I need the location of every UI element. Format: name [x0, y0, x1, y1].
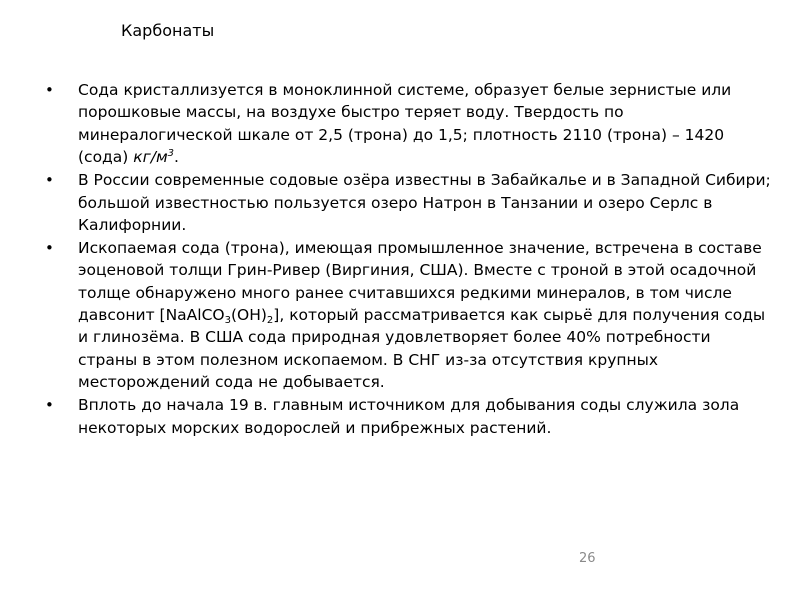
bullet-text-part: Сода кристаллизуется в моноклинной системе, образует белые зернистые или порошковые массы, на воздухе быстро теряет воду. Твердость по минералогической шкале от 2,5 (трона) до 1,5; плотность 2110 (трона) – 1420 (сода): [78, 81, 732, 167]
bullet-text-part: Ископаемая сода (трона), имеющая промышленное значение, встречена в составе эоценовой толщи Грин-Ривер (Виргиния, США). Вместе с троной в этой осадочной толще обнаружено много ранее считавшихся редкими минералов, в том числе давсонит [NaAlCO: [78, 238, 762, 325]
bullet-item-3: [45, 237, 775, 394]
bullet-marker: •: [45, 238, 54, 257]
bullet-list: [45, 79, 775, 440]
bullet-text: [78, 79, 773, 169]
bullet-item-2: [45, 169, 775, 236]
density-unit-base: кг/м: [133, 148, 168, 167]
bullet-text-part: (OH): [230, 306, 267, 325]
bullet-marker: •: [45, 81, 54, 99]
density-unit: [133, 148, 174, 166]
bullet-marker: •: [45, 396, 54, 415]
page-number: 26: [579, 551, 596, 566]
bullet-text-part: ], который рассматривается как сырьё для получения соды и глинозёма. В США сода природная удовлетворяет более 40% потребности страны в этом полезном ископаемом. В СНГ из-за отсутствия крупных месторождений сода не добывается.: [78, 306, 766, 392]
bullet-item-1: [45, 79, 775, 169]
formula-subscript: 3: [224, 315, 231, 327]
density-unit-exponent: 3: [167, 148, 175, 160]
formula-subscript: 2: [266, 315, 274, 327]
slide-title: Карбонаты: [121, 21, 215, 40]
bullet-item-4: [45, 394, 775, 439]
bullet-text: Вплоть до начала 19 в. главным источником для добывания соды служила зола некоторых морских водорослей и прибрежных растений.: [78, 396, 740, 437]
bullet-text: В России современные содовые озёра известны в Забайкалье и в Западной Сибири; большой известностью пользуется озеро Натрон в Танзании и озеро Серлс в Калифорнии.: [78, 171, 771, 234]
bullet-marker: •: [45, 171, 54, 190]
bullet-text-part: .: [174, 148, 179, 167]
bullet-text: [78, 237, 773, 394]
